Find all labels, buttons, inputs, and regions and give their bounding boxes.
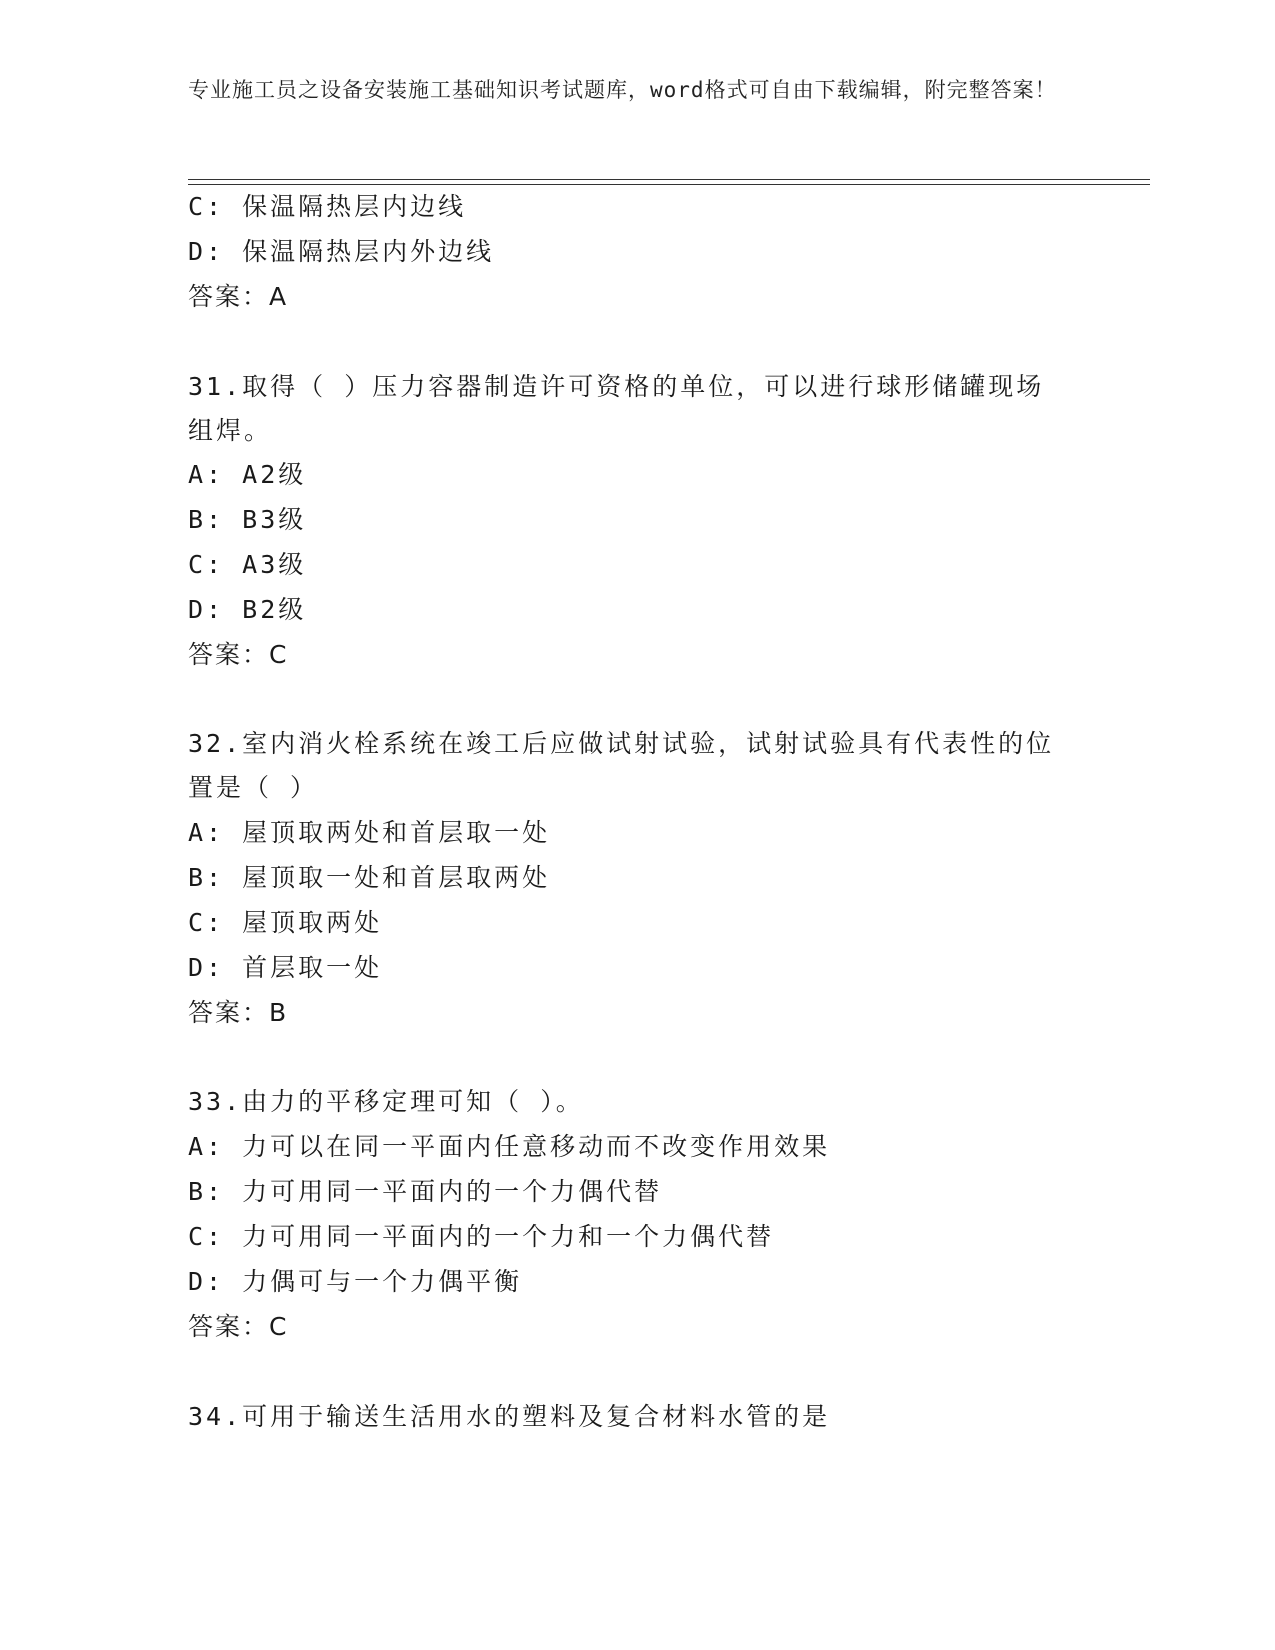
option-c: C: A3级 [188,550,307,579]
option-d: D: 力偶可与一个力偶平衡 [188,1267,523,1296]
question-stem: 34.可用于输送生活用水的塑料及复合材料水管的是 [188,1402,831,1431]
answer-line: 答案：C [188,1312,289,1341]
answer-line: 答案：A [188,282,289,311]
question-stem: 32.室内消火栓系统在竣工后应做试射试验，试射试验具有代表性的位 [188,729,1055,758]
option-c: C: 力可用同一平面内的一个力和一个力偶代替 [188,1222,775,1251]
option-c: C: 保温隔热层内边线 [188,192,467,221]
header-rule-bottom [188,184,1150,185]
option-d: D: 保温隔热层内外边线 [188,237,495,266]
option-b: B: B3级 [188,505,307,534]
option-d: D: 首层取一处 [188,953,383,982]
answer-line: 答案：B [188,998,289,1027]
option-a: A: A2级 [188,460,307,489]
option-b: B: 屋顶取一处和首层取两处 [188,863,551,892]
document-header: 专业施工员之设备安装施工基础知识考试题库，word格式可自由下载编辑，附完整答案！ [188,78,1057,102]
question-stem: 31.取得（ ）压力容器制造许可资格的单位，可以进行球形储罐现场 [188,372,1045,401]
question-stem-cont: 置是（ ） [188,773,319,802]
question-stem: 33.由力的平移定理可知（ ）。 [188,1087,584,1116]
option-d: D: B2级 [188,595,307,624]
option-a: A: 屋顶取两处和首层取一处 [188,818,551,847]
question-stem-cont: 组焊。 [188,416,273,445]
header-rule-top [188,179,1150,180]
option-a: A: 力可以在同一平面内任意移动而不改变作用效果 [188,1132,831,1161]
option-b: B: 力可用同一平面内的一个力偶代替 [188,1177,663,1206]
answer-line: 答案：C [188,640,289,669]
option-c: C: 屋顶取两处 [188,908,383,937]
